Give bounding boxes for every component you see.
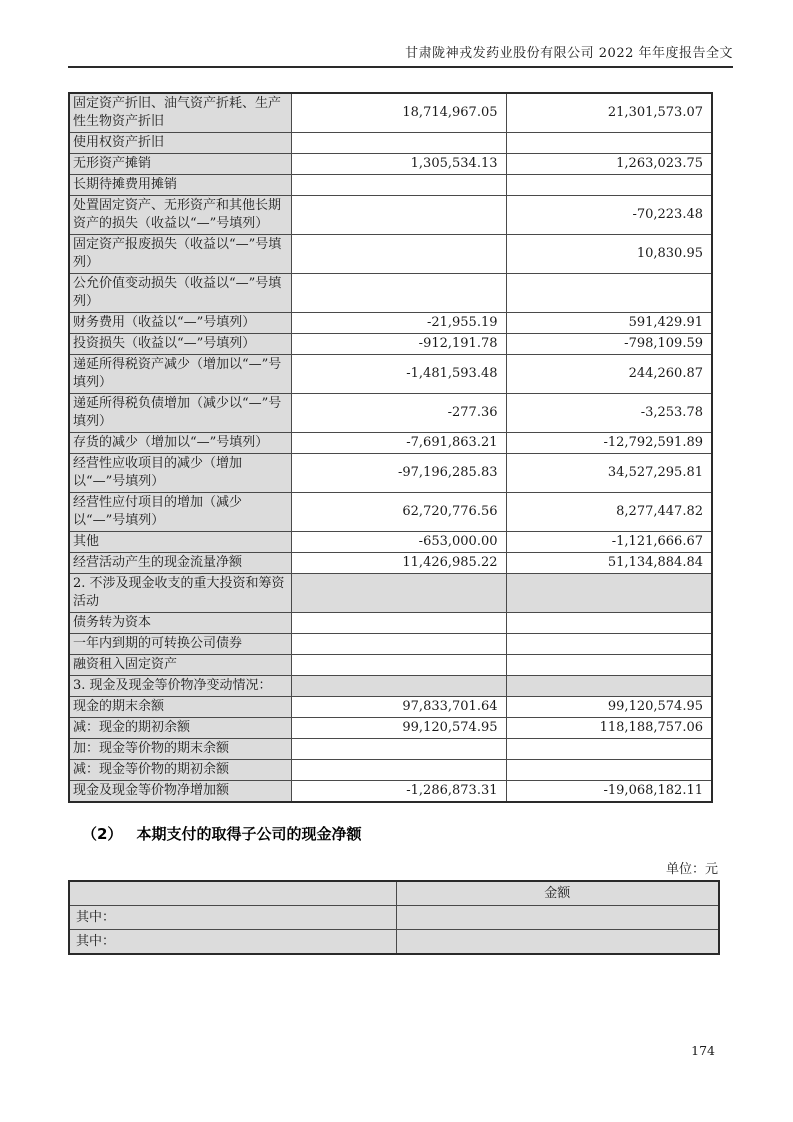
prior-period-value: 21,301,573.07 bbox=[506, 93, 712, 133]
table-row bbox=[69, 760, 712, 781]
row-label: 固定资产折旧、油气资产折耗、生产性生物资产折旧 bbox=[69, 93, 291, 133]
row-label: 固定资产报废损失（收益以“—”号填列） bbox=[69, 235, 291, 274]
current-period-value bbox=[291, 655, 506, 676]
current-period-value: 11,426,985.22 bbox=[291, 553, 506, 574]
table-row bbox=[69, 676, 712, 697]
amount-value bbox=[396, 906, 719, 930]
table-row bbox=[69, 196, 712, 235]
row-label: 经营活动产生的现金流量净额 bbox=[69, 553, 291, 574]
row-label: 加：现金等价物的期末余额 bbox=[69, 739, 291, 760]
row-label: 现金的期末余额 bbox=[69, 697, 291, 718]
current-period-value bbox=[291, 760, 506, 781]
cash-flow-supplement-table bbox=[68, 92, 713, 803]
table-row bbox=[69, 93, 712, 133]
current-period-value bbox=[291, 634, 506, 655]
row-label: 现金及现金等价物净增加额 bbox=[69, 781, 291, 803]
current-period-value bbox=[291, 235, 506, 274]
current-period-value: -21,955.19 bbox=[291, 313, 506, 334]
prior-period-value bbox=[506, 655, 712, 676]
current-period-value bbox=[291, 196, 506, 235]
table-row bbox=[69, 334, 712, 355]
prior-period-value: 34,527,295.81 bbox=[506, 454, 712, 493]
current-period-value bbox=[291, 133, 506, 154]
prior-period-value bbox=[506, 739, 712, 760]
row-label: 2. 不涉及现金收支的重大投资和筹资活动 bbox=[69, 574, 291, 613]
prior-period-value: -798,109.59 bbox=[506, 334, 712, 355]
current-period-value bbox=[291, 274, 506, 313]
prior-period-value: 51,134,884.84 bbox=[506, 553, 712, 574]
table-row bbox=[69, 739, 712, 760]
prior-period-value: -19,068,182.11 bbox=[506, 781, 712, 803]
table-row bbox=[69, 274, 712, 313]
subsidiary-cash-table bbox=[68, 880, 720, 955]
prior-period-value bbox=[506, 274, 712, 313]
current-period-value: -1,481,593.48 bbox=[291, 355, 506, 394]
current-period-value: -912,191.78 bbox=[291, 334, 506, 355]
prior-period-value bbox=[506, 676, 712, 697]
section-title: 本期支付的取得子公司的现金净额 bbox=[136, 825, 362, 843]
subsidiary-table-body bbox=[69, 881, 719, 954]
table-row bbox=[69, 313, 712, 334]
current-period-value: 97,833,701.64 bbox=[291, 697, 506, 718]
table-row bbox=[69, 133, 712, 154]
unit-label: 单位：元 bbox=[665, 862, 718, 877]
prior-period-value bbox=[506, 175, 712, 196]
prior-period-value: 1,263,023.75 bbox=[506, 154, 712, 175]
current-period-value bbox=[291, 613, 506, 634]
current-period-value: -97,196,285.83 bbox=[291, 454, 506, 493]
row-label: 经营性应付项目的增加（减少以“—”号填列） bbox=[69, 493, 291, 532]
prior-period-value bbox=[506, 574, 712, 613]
cash-flow-table-body bbox=[69, 93, 712, 802]
table-row bbox=[69, 175, 712, 196]
table-row bbox=[69, 355, 712, 394]
row-label: 融资租入固定资产 bbox=[69, 655, 291, 676]
current-period-value: -7,691,863.21 bbox=[291, 433, 506, 454]
table-row bbox=[69, 718, 712, 739]
prior-period-value bbox=[506, 133, 712, 154]
row-label: 债务转为资本 bbox=[69, 613, 291, 634]
row-label: 处置固定资产、无形资产和其他长期资产的损失（收益以“—”号填列） bbox=[69, 196, 291, 235]
table-row bbox=[69, 655, 712, 676]
report-title: 甘肃陇神戎发药业股份有限公司 2022 年年度报告全文 bbox=[405, 46, 733, 61]
row-label: 财务费用（收益以“—”号填列） bbox=[69, 313, 291, 334]
prior-period-value: -3,253.78 bbox=[506, 394, 712, 433]
prior-period-value bbox=[506, 634, 712, 655]
table-row bbox=[69, 235, 712, 274]
table-row bbox=[69, 154, 712, 175]
table-row bbox=[69, 574, 712, 613]
row-label: 使用权资产折旧 bbox=[69, 133, 291, 154]
current-period-value bbox=[291, 676, 506, 697]
current-period-value bbox=[291, 574, 506, 613]
amount-value bbox=[396, 930, 719, 955]
table-row bbox=[69, 634, 712, 655]
page-header bbox=[68, 42, 733, 68]
row-label: 其他 bbox=[69, 532, 291, 553]
table-row bbox=[69, 906, 719, 930]
prior-period-value: 10,830.95 bbox=[506, 235, 712, 274]
table-row bbox=[69, 553, 712, 574]
row-label: 一年内到期的可转换公司债券 bbox=[69, 634, 291, 655]
prior-period-value bbox=[506, 613, 712, 634]
row-label: 其中： bbox=[69, 906, 396, 930]
current-period-value: 62,720,776.56 bbox=[291, 493, 506, 532]
table-row bbox=[69, 930, 719, 955]
row-label: 公允价值变动损失（收益以“—”号填列） bbox=[69, 274, 291, 313]
prior-period-value: -70,223.48 bbox=[506, 196, 712, 235]
current-period-value: -277.36 bbox=[291, 394, 506, 433]
table-header-row bbox=[69, 881, 719, 906]
current-period-value: -1,286,873.31 bbox=[291, 781, 506, 803]
current-period-value: 18,714,967.05 bbox=[291, 93, 506, 133]
current-period-value bbox=[291, 739, 506, 760]
current-period-value: -653,000.00 bbox=[291, 532, 506, 553]
table-row bbox=[69, 781, 712, 803]
section-heading bbox=[82, 823, 733, 844]
table-row bbox=[69, 493, 712, 532]
prior-period-value: 244,260.87 bbox=[506, 355, 712, 394]
table-row bbox=[69, 532, 712, 553]
prior-period-value: -1,121,666.67 bbox=[506, 532, 712, 553]
table-row bbox=[69, 394, 712, 433]
prior-period-value: 99,120,574.95 bbox=[506, 697, 712, 718]
table-row bbox=[69, 454, 712, 493]
row-label: 减：现金等价物的期初余额 bbox=[69, 760, 291, 781]
section-number: （2） bbox=[82, 825, 123, 843]
table-row bbox=[69, 697, 712, 718]
row-label: 递延所得税资产减少（增加以“—”号填列） bbox=[69, 355, 291, 394]
prior-period-value: 8,277,447.82 bbox=[506, 493, 712, 532]
current-period-value: 1,305,534.13 bbox=[291, 154, 506, 175]
prior-period-value: 118,188,757.06 bbox=[506, 718, 712, 739]
row-label: 无形资产摊销 bbox=[69, 154, 291, 175]
row-label: 投资损失（收益以“—”号填列） bbox=[69, 334, 291, 355]
prior-period-value bbox=[506, 760, 712, 781]
table-row bbox=[69, 613, 712, 634]
current-period-value: 99,120,574.95 bbox=[291, 718, 506, 739]
prior-period-value: -12,792,591.89 bbox=[506, 433, 712, 454]
row-label: 减：现金的期初余额 bbox=[69, 718, 291, 739]
table-row bbox=[69, 433, 712, 454]
row-label: 3. 现金及现金等价物净变动情况： bbox=[69, 676, 291, 697]
row-label: 递延所得税负债增加（减少以“—”号填列） bbox=[69, 394, 291, 433]
page-number: 174 bbox=[691, 1043, 715, 1058]
blank-header-cell bbox=[69, 881, 396, 906]
row-label: 经营性应收项目的减少（增加以“—”号填列） bbox=[69, 454, 291, 493]
prior-period-value: 591,429.91 bbox=[506, 313, 712, 334]
row-label: 长期待摊费用摊销 bbox=[69, 175, 291, 196]
amount-header: 金额 bbox=[396, 881, 719, 906]
row-label: 存货的减少（增加以“—”号填列） bbox=[69, 433, 291, 454]
row-label: 其中： bbox=[69, 930, 396, 955]
current-period-value bbox=[291, 175, 506, 196]
